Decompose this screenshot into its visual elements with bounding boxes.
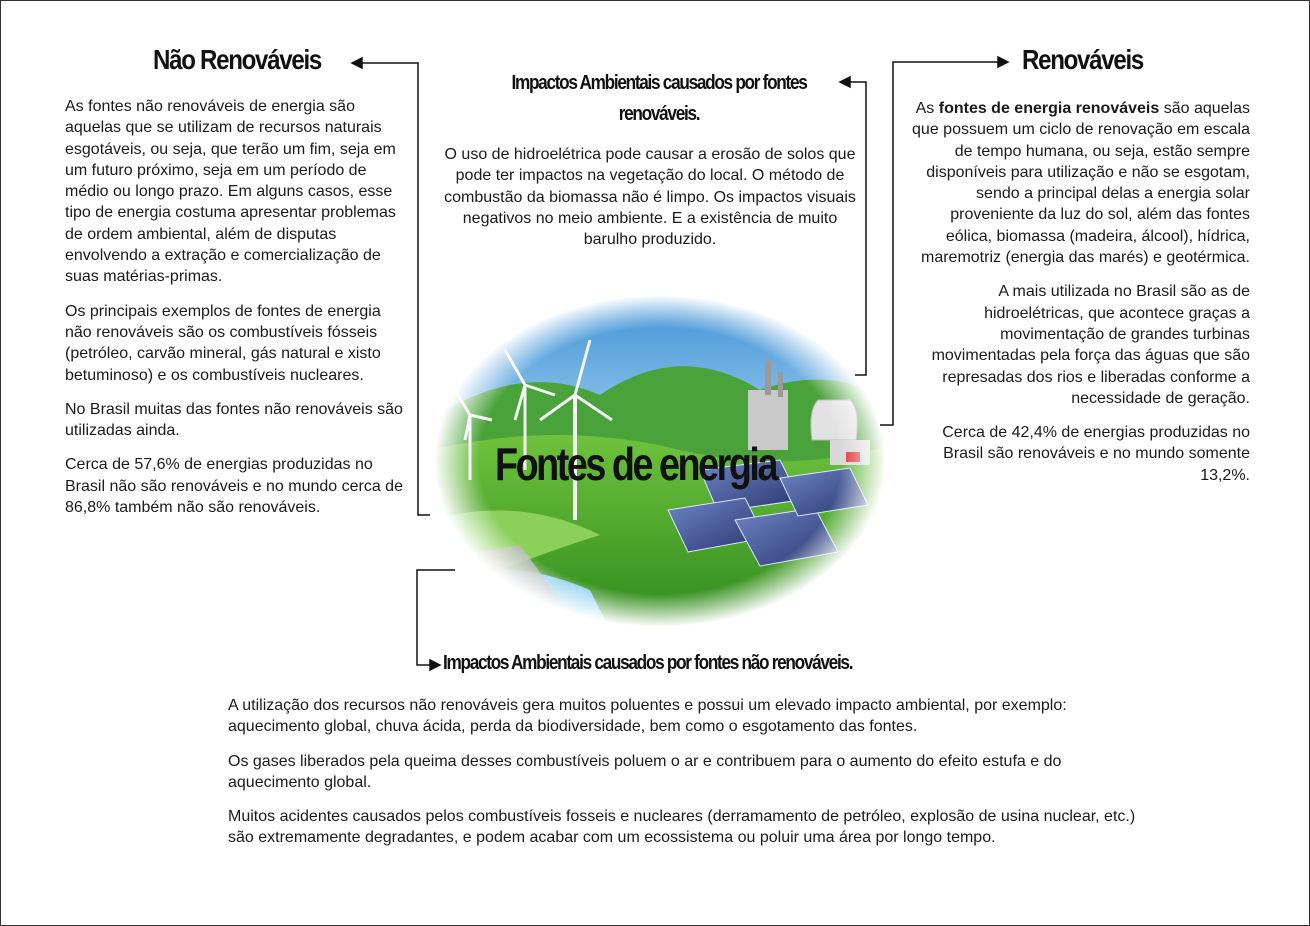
paragraph: Cerca de 57,6% de energias produzidas no Brasil não são renováveis e no mundo cerca de 86,8% também não são renováveis. — [65, 456, 403, 517]
text: As — [915, 100, 939, 117]
impactos-nao-renovaveis-title: Impactos Ambientais causados por fontes não renováveis. — [443, 652, 853, 674]
paragraph: Os gases liberados pela queima desses combustíveis poluem o ar e contribuem para o aumento do efeito estufa e do aquecimento global. — [228, 752, 1062, 791]
central-title: Fontes de energia — [495, 438, 776, 490]
paragraph: A utilização dos recursos não renováveis gera muitos poluentes e possui um elevado impacto ambiental, por exemplo: aquecimento global, chuva ácida, perda da biodiversidade, bem como o esgotamento das fontes. — [228, 697, 1067, 736]
paragraph: As fontes não renováveis de energia são aquelas que se utilizam de recursos naturais esgotáveis, ou seja, que terão um fim, seja em um futuro próximo, seja em um período de médio ou longo prazo. Em alguns casos, esse tipo de energia costuma apresentar problemas de ordem ambiental, além de disputas envolvendo a extração e comercialização de suas matérias-primas. — [65, 98, 396, 286]
nao-renovaveis-text — [65, 96, 405, 531]
bold-term: fontes de energia renováveis — [938, 100, 1160, 117]
text: são aquelas que possuem um ciclo de renovação em escala de tempo humana, ou seja, estão sempre disponíveis para utilização e não se esgotam, sendo a principal delas a energia solar proveniente da luz do sol, além das fontes eólica, biomassa (madeira, álcool), hídrica, maremotriz (energia das marés) e geotérmica. — [912, 100, 1250, 267]
renovaveis-title: Renováveis — [1022, 44, 1143, 75]
nao-renovaveis-title: Não Renováveis — [153, 44, 321, 75]
impactos-nao-renovaveis-text — [228, 695, 1138, 862]
paragraph: Os principais exemplos de fontes de energia não renováveis são os combustíveis fósseis (petróleo, carvão mineral, gás natural e xisto betuminoso) e os combustíveis nucleares. — [65, 302, 381, 384]
paragraph — [900, 98, 1250, 268]
impactos-renovaveis-title: Impactos Ambientais causados por fontes renováveis. — [511, 72, 807, 125]
impactos-renovaveis-text — [440, 144, 860, 263]
paragraph: O uso de hidroelétrica pode causar a erosão de solos que pode ter impactos na vegetação do local. O método de combustão da biomassa não é limpo. Os impactos visuais negativos no meio ambiente. E a existência de muito barulho produzido. — [444, 146, 856, 249]
paragraph: Muitos acidentes causados pelos combustíveis fosseis e nucleares (derramamento de petróleo, explosão de usina nuclear, etc.) são extremamente degradantes, e podem acabar com um ecossistema ou poluir uma área por longo tempo. — [228, 808, 1136, 847]
paragraph: A mais utilizada no Brasil são as de hidroelétricas, que acontece graças a movimentação de grandes turbinas movimentadas pela força das águas que são represadas dos rios e liberadas conforme a necessidade de geração. — [931, 283, 1250, 407]
paragraph: Cerca de 42,4% de energias produzidas no Brasil são renováveis e no mundo somente 13,2%. — [942, 424, 1250, 484]
paragraph: No Brasil muitas das fontes não renováveis são utilizadas ainda. — [65, 400, 403, 440]
renovaveis-text — [900, 98, 1250, 499]
